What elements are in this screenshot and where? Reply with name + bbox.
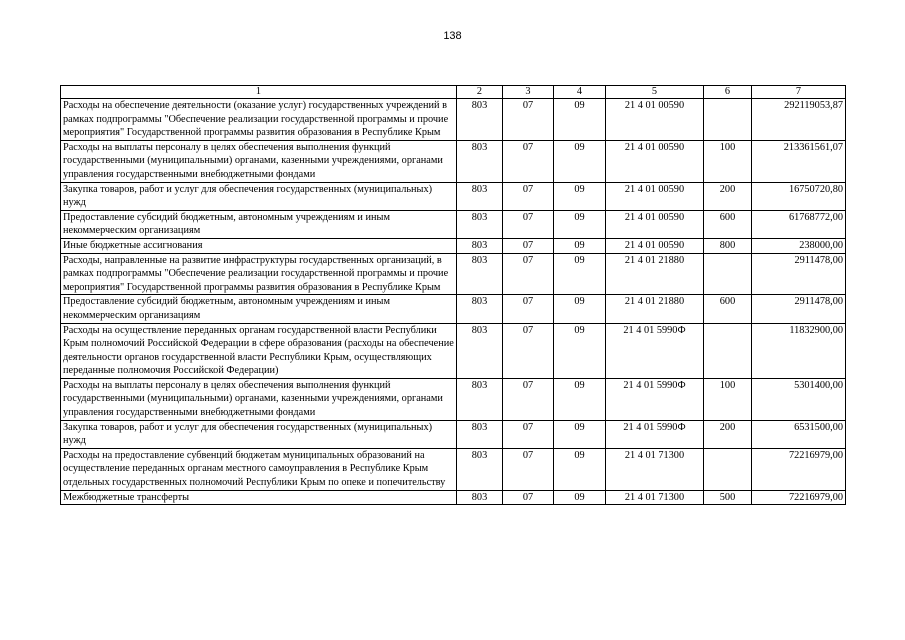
section-code: 07 [503, 490, 554, 505]
subsection-code: 09 [554, 295, 606, 323]
subsection-code: 09 [554, 490, 606, 505]
section-code: 07 [503, 99, 554, 141]
section-code: 07 [503, 420, 554, 448]
expense-name: Закупка товаров, работ и услуг для обеспечения государственных (муниципальных) нужд [61, 420, 457, 448]
expense-name: Закупка товаров, работ и услуг для обеспечения государственных (муниципальных) нужд [61, 182, 457, 210]
target-article-code: 21 4 01 00590 [606, 140, 704, 182]
expense-name: Расходы на предоставление субвенций бюджетам муниципальных образований на осуществление переданных органам местного самоуправления в Республике Крым отдельных государственных полномочий Республики Крым по опеке и попечительству [61, 448, 457, 490]
target-article-code: 21 4 01 00590 [606, 182, 704, 210]
amount: 5301400,00 [752, 378, 846, 420]
budget-table [60, 85, 846, 505]
expense-name: Расходы на осуществление переданных органам государственной власти Республики Крым полномочий Российской Федерации в сфере образования (расходы на обеспечение деятельности органов государственной власти Республики Крым, осуществляющих переданные полномочия Российской Федерации) [61, 323, 457, 378]
section-code: 07 [503, 182, 554, 210]
expense-name: Межбюджетные трансферты [61, 490, 457, 505]
table-row [61, 253, 846, 295]
section-code: 07 [503, 140, 554, 182]
expense-type-code: 100 [704, 140, 752, 182]
amount: 2911478,00 [752, 253, 846, 295]
amount: 238000,00 [752, 238, 846, 253]
table-row [61, 210, 846, 238]
column-header: 3 [503, 86, 554, 99]
section-code: 07 [503, 210, 554, 238]
table-row [61, 99, 846, 141]
table-row [61, 140, 846, 182]
section-code: 07 [503, 323, 554, 378]
grbs-code: 803 [457, 140, 503, 182]
target-article-code: 21 4 01 21880 [606, 253, 704, 295]
target-article-code: 21 4 01 00590 [606, 99, 704, 141]
column-header: 5 [606, 86, 704, 99]
grbs-code: 803 [457, 238, 503, 253]
column-header: 7 [752, 86, 846, 99]
amount: 292119053,87 [752, 99, 846, 141]
expense-name: Расходы на выплаты персоналу в целях обеспечения выполнения функций государственными (муниципальными) органами, казенными учреждениями, органами управления государственными внебюджетными фондами [61, 378, 457, 420]
expense-type-code: 500 [704, 490, 752, 505]
section-code: 07 [503, 295, 554, 323]
table-row [61, 378, 846, 420]
column-header: 1 [61, 86, 457, 99]
target-article-code: 21 4 01 5990Ф [606, 323, 704, 378]
expense-type-code: 600 [704, 295, 752, 323]
target-article-code: 21 4 01 21880 [606, 295, 704, 323]
subsection-code: 09 [554, 182, 606, 210]
amount: 213361561,07 [752, 140, 846, 182]
grbs-code: 803 [457, 253, 503, 295]
section-code: 07 [503, 253, 554, 295]
grbs-code: 803 [457, 99, 503, 141]
section-code: 07 [503, 238, 554, 253]
amount: 16750720,80 [752, 182, 846, 210]
expense-name: Предоставление субсидий бюджетным, автономным учреждениям и иным некоммерческим организациям [61, 210, 457, 238]
grbs-code: 803 [457, 490, 503, 505]
section-code: 07 [503, 448, 554, 490]
subsection-code: 09 [554, 99, 606, 141]
grbs-code: 803 [457, 295, 503, 323]
table-row [61, 420, 846, 448]
page-number: 138 [443, 30, 462, 42]
target-article-code: 21 4 01 00590 [606, 210, 704, 238]
section-code: 07 [503, 378, 554, 420]
amount: 2911478,00 [752, 295, 846, 323]
column-header: 2 [457, 86, 503, 99]
table-row [61, 182, 846, 210]
target-article-code: 21 4 01 00590 [606, 238, 704, 253]
subsection-code: 09 [554, 378, 606, 420]
subsection-code: 09 [554, 448, 606, 490]
target-article-code: 21 4 01 71300 [606, 448, 704, 490]
grbs-code: 803 [457, 323, 503, 378]
expense-type-code [704, 448, 752, 490]
expense-type-code [704, 253, 752, 295]
table-row [61, 490, 846, 505]
grbs-code: 803 [457, 378, 503, 420]
expense-type-code [704, 323, 752, 378]
target-article-code: 21 4 01 71300 [606, 490, 704, 505]
subsection-code: 09 [554, 238, 606, 253]
target-article-code: 21 4 01 5990Ф [606, 378, 704, 420]
expense-name: Предоставление субсидий бюджетным, автономным учреждениям и иным некоммерческим организациям [61, 295, 457, 323]
column-header: 4 [554, 86, 606, 99]
target-article-code: 21 4 01 5990Ф [606, 420, 704, 448]
subsection-code: 09 [554, 253, 606, 295]
table-row [61, 238, 846, 253]
column-header: 6 [704, 86, 752, 99]
expense-name: Иные бюджетные ассигнования [61, 238, 457, 253]
table-row [61, 323, 846, 378]
subsection-code: 09 [554, 323, 606, 378]
amount: 11832900,00 [752, 323, 846, 378]
table-header-row [61, 86, 846, 99]
subsection-code: 09 [554, 140, 606, 182]
expense-type-code: 800 [704, 238, 752, 253]
expense-type-code [704, 99, 752, 141]
grbs-code: 803 [457, 420, 503, 448]
amount: 72216979,00 [752, 448, 846, 490]
subsection-code: 09 [554, 420, 606, 448]
expense-type-code: 100 [704, 378, 752, 420]
expense-name: Расходы, направленные на развитие инфраструктуры государственных организаций, в рамках подпрограммы "Обеспечение реализации государственной программы и прочие мероприятия" Государственной программы развития образования в Республике Крым [61, 253, 457, 295]
subsection-code: 09 [554, 210, 606, 238]
table-row [61, 448, 846, 490]
grbs-code: 803 [457, 182, 503, 210]
amount: 61768772,00 [752, 210, 846, 238]
expense-type-code: 200 [704, 182, 752, 210]
expense-name: Расходы на выплаты персоналу в целях обеспечения выполнения функций государственными (муниципальными) органами, казенными учреждениями, органами управления государственными внебюджетными фондами [61, 140, 457, 182]
amount: 6531500,00 [752, 420, 846, 448]
grbs-code: 803 [457, 210, 503, 238]
expense-name: Расходы на обеспечение деятельности (оказание услуг) государственных учреждений в рамках подпрограммы "Обеспечение реализации государственной программы и прочие мероприятия" Государственной программы развития образования в Республике Крым [61, 99, 457, 141]
expense-type-code: 600 [704, 210, 752, 238]
table-row [61, 295, 846, 323]
expense-type-code: 200 [704, 420, 752, 448]
grbs-code: 803 [457, 448, 503, 490]
amount: 72216979,00 [752, 490, 846, 505]
